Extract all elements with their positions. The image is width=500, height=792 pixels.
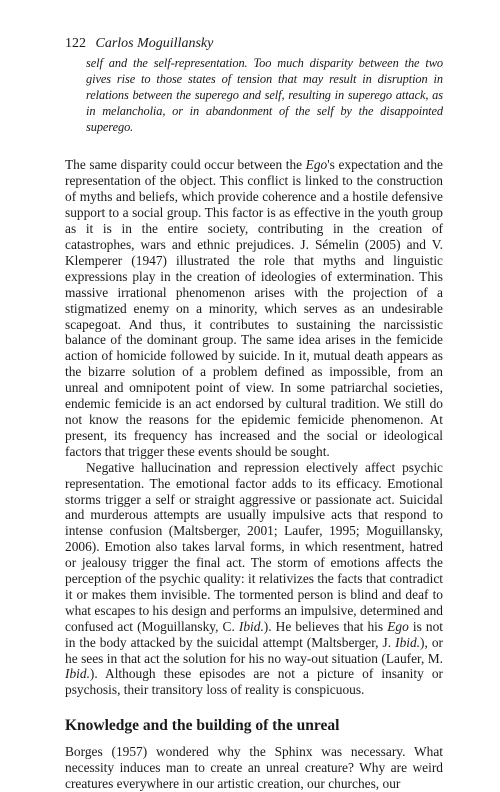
page-number: 122 (65, 36, 86, 51)
paragraph-1-text-b: 's expectation and the representation of the object. This conflict is linked to the construction of myths and beliefs, which provide coherence and a hostile defensive support to a social group. This factor is as effective in the youth group as it is in the entire society, contributing in the creation of catastrophes, wars and ethnic prejudices. J. Sémelin (2005) and V. Klemperer (1947) illustrated the role that myths and linguistic expressions play in the creation of ideologies of extermination. This massive irrational phenomenon arises with the projection of a stigmatized enemy on a minority, which serves as an undesirable scapegoat. And thus, it contributes to sustaining the narcissistic balance of the dominant group. The same idea arises in the femicide action of homicide followed by suicide. In it, mutual death appears as the bizarre solution of a problem defined as impossible, from an unreal and omnipotent point of view. In some patriarchal societies, endemic femicide is an act endorsed by cultural tradition. We still do not know the reasons for the epidemic femicide phenomenon. At present, its frequency has increased and the social or ideological factors that trigger these events should be sought. (65, 157, 444, 459)
paragraph-2-text-c: is not in the body attacked by the suicidal attempt (Maltsberger, J. (65, 618, 443, 650)
paragraph-2-text-d: ), or he sees in that act the solution for his no way-out situation (Laufer, M. (65, 634, 444, 666)
body-paragraph-3: Borges (1957) wondered why the Sphinx was necessary. What necessity induces man to create an unreal creature? Why are weird creatures everywhere in our artistic creation, our churches, our (65, 744, 443, 792)
paragraph-1-ego-term: Ego (305, 157, 328, 173)
paragraph-1-text-a: The same disparity could occur between the (65, 157, 306, 173)
paragraph-2-ibid-3: Ibid. (65, 666, 90, 682)
section-heading: Knowledge and the building of the unreal (65, 717, 340, 735)
paragraph-2-ibid-2: Ibid. (395, 634, 421, 650)
paragraph-2-text-e: ). Although these episodes are not a picture of insanity or psychosis, their transitory loss of reality is conspicuous. (65, 666, 443, 698)
body-paragraph-1 (65, 157, 443, 459)
paragraph-2-ibid-1: Ibid. (238, 618, 264, 634)
running-head (65, 36, 443, 52)
paragraph-2-text-b: ). He believes that his (263, 618, 388, 634)
paragraph-2-text-a: Negative hallucination and repression electively affect psychic representation. The emotional factor adds to its efficacy. Emotional storms trigger a self or straight aggressive or passionate act. Suicidal and murderous attempts are usually impulsive acts that respond to intense confusion (Maltsberger, 2001; Laufer, 1995; Moguillansky, 2006). Emotion also takes larval forms, in which resentment, hatred or jealousy trigger the final act. The storm of emotions affects the perception of the psychic quality: it relativizes the facts that contradict it or makes them invisible. The tormented person is blind and deaf to what escapes to his design and performs an impulsive, determined and confused act (Moguillansky, C. (65, 459, 443, 634)
paragraph-2-ego-term: Ego (387, 618, 409, 634)
block-quote: self and the self-representation. Too much disparity between the two gives rise to those states of tension that may result in disruption in relations between the superego and self, resulting in superego attack, as in melancholia, or in abandonment of the self by the disappointed superego. (86, 56, 443, 135)
book-page (65, 36, 443, 792)
body-paragraph-2 (65, 460, 443, 699)
running-head-author: Carlos Moguillansky (95, 36, 214, 51)
